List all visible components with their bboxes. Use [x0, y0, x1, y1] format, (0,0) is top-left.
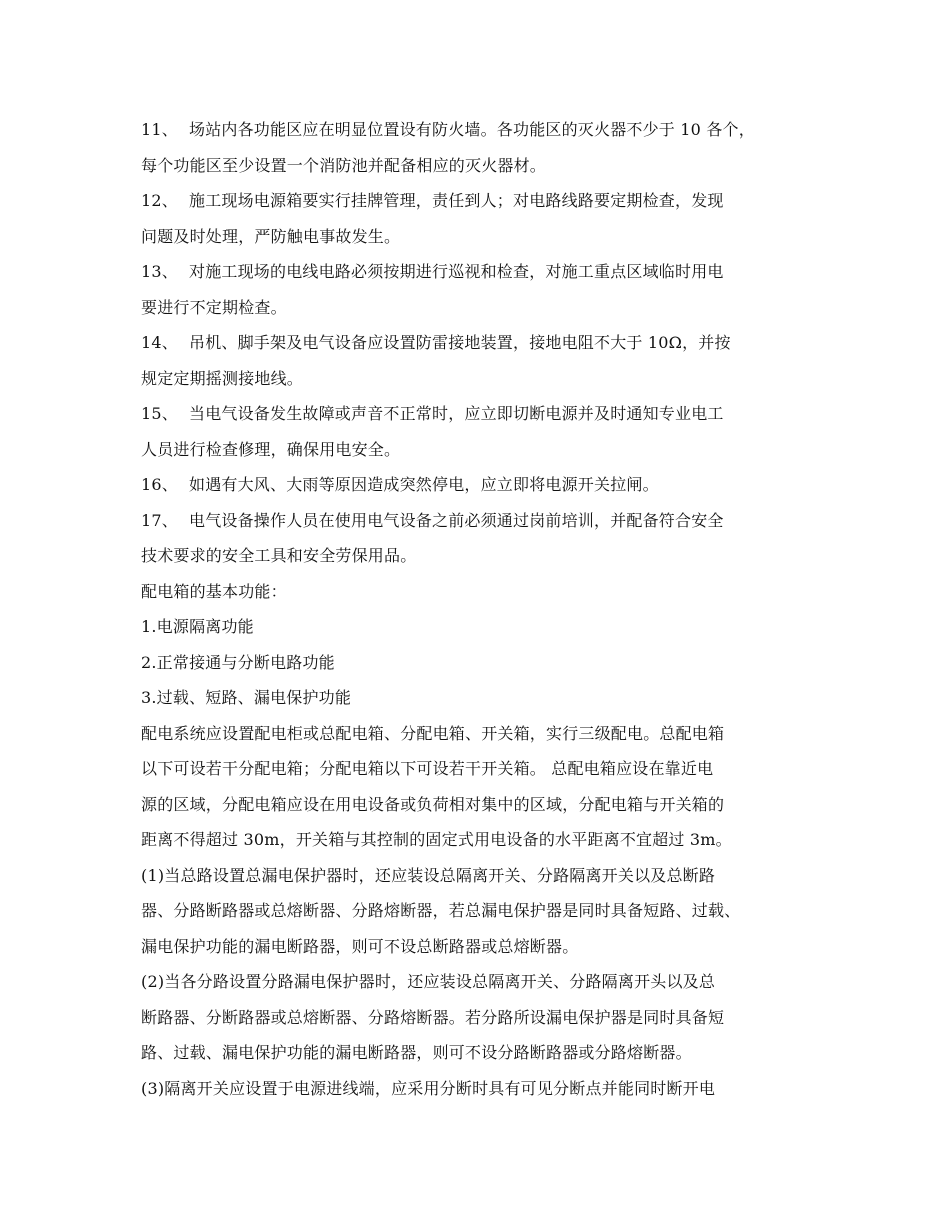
item-number: 13、: [141, 262, 178, 281]
item-text: 对施工现场的电线电路必须按期进行巡视和检查，对施工重点区域临时用电: [189, 262, 724, 281]
item-15-line-1: [141, 396, 831, 432]
item-11-line-1: [141, 112, 831, 148]
item-17-line-1: [141, 503, 831, 539]
paragraph-line-2: 以下可设若干分配电箱；分配电箱以下可设若干开关箱。 总配电箱应设在靠近电: [141, 759, 714, 778]
item-11-line-2: 每个功能区至少设置一个消防池并配备相应的灭火器材。: [141, 155, 547, 175]
item-17-line-2: 技术要求的安全工具和安全劳保用品。: [141, 546, 417, 565]
item-text: 电气设备操作人员在使用电气设备之前必须通过岗前培训，并配备符合安全: [189, 510, 724, 530]
item-number: 11、: [141, 120, 178, 139]
clause-2-line-1: (2)当各分路设置分路漏电保护器时，还应装设总隔离开关、分路隔离开头以及总: [141, 972, 716, 991]
item-number: 15、: [141, 404, 178, 423]
paragraph-line-1: 配电系统应设置配电柜或总配电箱、分配电箱、开关箱，实行三级配电。总配电箱: [141, 723, 725, 743]
item-15-line-2: 人员进行检查修理，确保用电安全。: [141, 439, 401, 459]
section-title: 配电箱的基本功能：: [141, 581, 287, 601]
item-number: 12、: [141, 191, 178, 210]
clause-2-line-2: 断路器、分断路器或总熔断器、分路熔断器。若分路所设漏电保护器是同时具备短: [141, 1007, 725, 1027]
item-text: 如遇有大风、大雨等原因造成突然停电，应立即将电源开关拉闸。: [189, 475, 659, 494]
function-item-1: 1.电源隔离功能: [141, 617, 254, 636]
document-body: [141, 112, 831, 1106]
item-13-line-2: 要进行不定期检查。: [141, 297, 287, 317]
item-number: 17、: [141, 510, 178, 530]
clause-1-line-3: 漏电保护功能的漏电断路器，则可不设总断路器或总熔断器。: [141, 936, 579, 956]
item-text: 施工现场电源箱要实行挂牌管理，责任到人；对电路线路要定期检查，发现: [189, 191, 724, 210]
item-14-line-1: [141, 325, 831, 361]
clause-3-line-1: (3)隔离开关应设置于电源进线端，应采用分断时具有可见分断点并能同时断开电: [141, 1078, 716, 1098]
item-16-line-1: [141, 467, 831, 503]
item-14-line-2: 规定定期摇测接地线。: [141, 368, 304, 388]
item-13-line-1: [141, 254, 831, 290]
item-text: 场站内各功能区应在明显位置设有防火墙。各功能区的灭火器不少于 10 各个，: [189, 120, 755, 139]
item-12-line-1: [141, 183, 831, 219]
function-item-3: 3.过载、短路、漏电保护功能: [141, 688, 352, 707]
item-number: 14、: [141, 333, 178, 352]
clause-2-line-3: 路、过载、漏电保护功能的漏电断路器，则可不设分路断路器或分路熔断器。: [141, 1043, 692, 1062]
clause-1-line-1: (1)当总路设置总漏电保护器时，还应装设总隔离开关、分路隔离开关以及总断路: [141, 865, 716, 885]
item-12-line-2: 问题及时处理，严防触电事故发生。: [141, 226, 401, 246]
item-number: 16、: [141, 475, 178, 494]
clause-1-line-2: 器、分路断路器或总熔断器、分路熔断器，若总漏电保护器是同时具备短路、过载、: [141, 901, 741, 920]
function-item-2: 2.正常接通与分断电路功能: [141, 652, 335, 672]
item-text: 吊机、脚手架及电气设备应设置防雷接地装置，接地电阻不大于 10Ω，并按: [189, 333, 731, 352]
paragraph-line-4: 距离不得超过 30m，开关箱与其控制的固定式用电设备的水平距离不宜超过 3m。: [141, 830, 732, 849]
item-text: 当电气设备发生故障或声音不正常时，应立即切断电源并及时通知专业电工: [189, 404, 724, 423]
paragraph-line-3: 源的区域，分配电箱应设在用电设备或负荷相对集中的区域，分配电箱与开关箱的: [141, 794, 725, 814]
